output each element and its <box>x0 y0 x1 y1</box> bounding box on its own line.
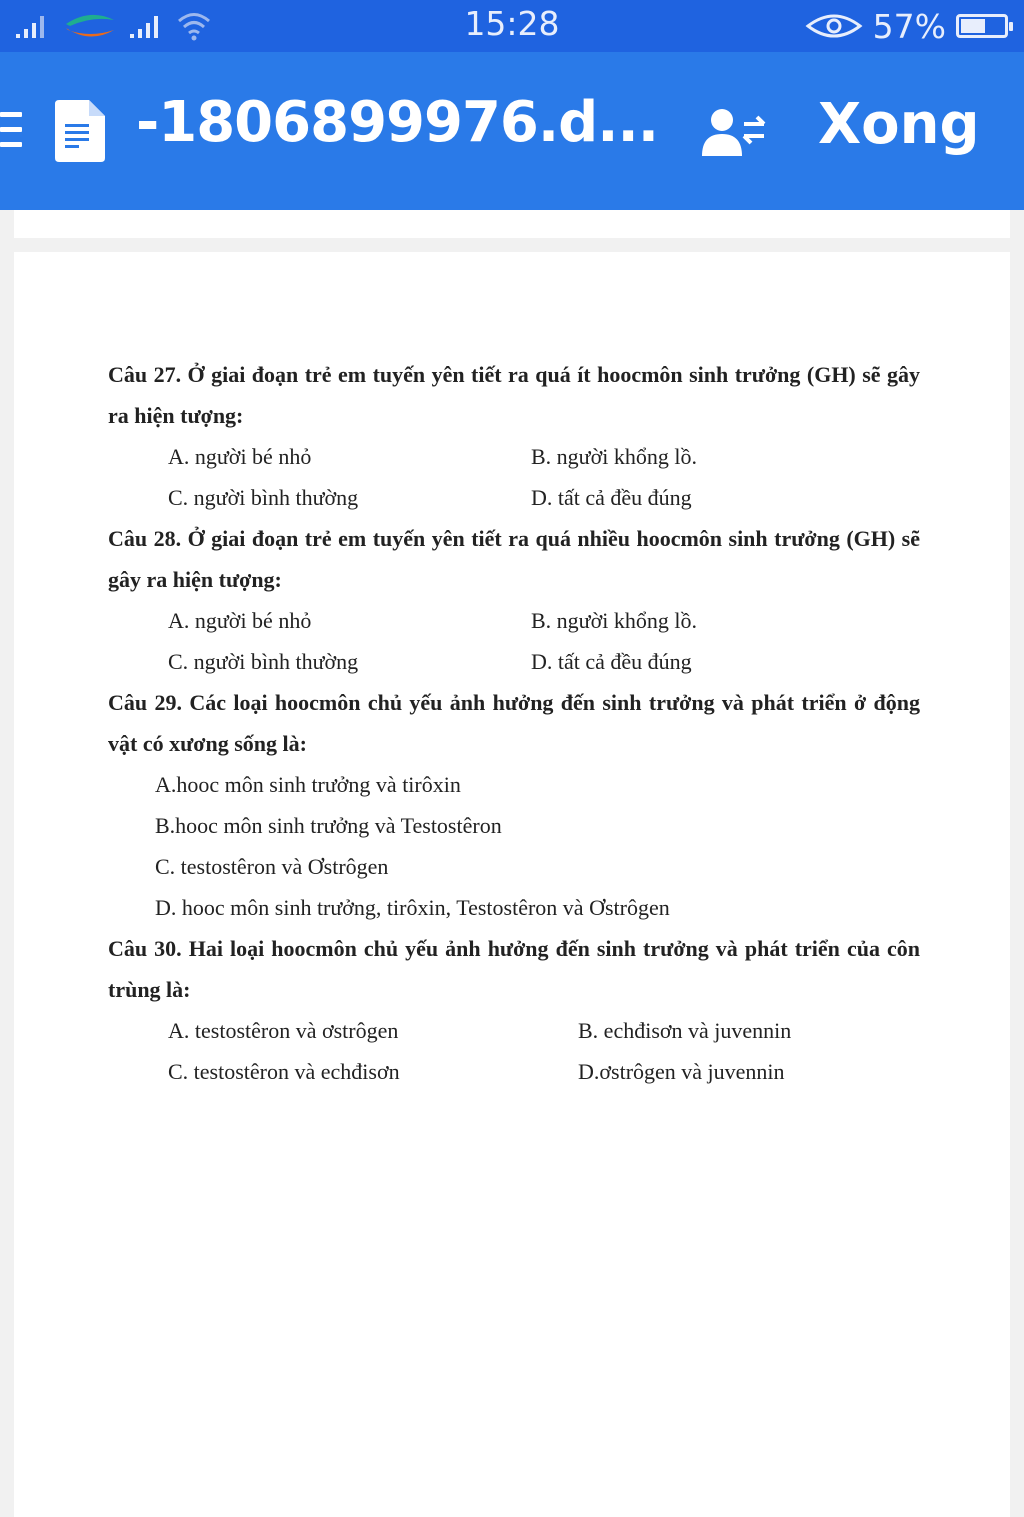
q29-option-b: B.hooc môn sinh trưởng và Testostêron <box>155 813 502 838</box>
q27-option-a: A. người bé nhỏ <box>168 444 312 469</box>
question-30-options-row-2 <box>108 1051 920 1092</box>
q28-option-d: D. tất cả đều đúng <box>531 649 692 674</box>
question-30-options-row-1 <box>108 1010 920 1051</box>
q27-option-d: D. tất cả đều đúng <box>531 485 692 510</box>
share-user-icon[interactable] <box>702 106 766 158</box>
document-icon <box>55 100 105 162</box>
app-bar <box>0 52 1024 210</box>
q28-option-c: C. người bình thường <box>168 649 359 674</box>
question-27-options-row-1 <box>108 436 920 477</box>
status-time: 15:28 <box>464 4 560 43</box>
q29-option-d: D. hooc môn sinh trưởng, tirôxin, Testostêron và Ơstrôgen <box>155 895 670 920</box>
q30-option-c: C. testostêron và echđisơn <box>168 1059 400 1084</box>
question-28-options-row-2 <box>108 641 920 682</box>
eye-icon <box>805 11 863 41</box>
q27-option-c: C. người bình thường <box>168 485 359 510</box>
battery-level <box>961 19 985 33</box>
question-27-options-row-2 <box>108 477 920 518</box>
battery-icon <box>956 14 1008 38</box>
question-28: Câu 28. Ở giai đoạn trẻ em tuyến yên tiết ra quá nhiều hoocmôn sinh trưởng (GH) sẽ gây ra hiện tượng: <box>108 526 920 592</box>
q29-option-a: A.hooc môn sinh trưởng và tirôxin <box>155 772 461 797</box>
question-28-options-row-1 <box>108 600 920 641</box>
battery-percent: 57% <box>872 6 946 46</box>
question-29: Câu 29. Các loại hoocmôn chủ yếu ảnh hưởng đến sinh trưởng và phát triển ở động vật có xương sống là: <box>108 690 920 756</box>
status-bar <box>0 0 1024 52</box>
done-button[interactable]: Xong <box>818 92 980 157</box>
q29-option-c: C. testostêron và Ơstrôgen <box>155 854 389 879</box>
q27-option-b: B. người khổng lồ. <box>531 444 697 469</box>
q30-option-d: D.ơstrôgen và juvennin <box>578 1059 785 1084</box>
question-27: Câu 27. Ở giai đoạn trẻ em tuyến yên tiết ra quá ít hoocmôn sinh trưởng (GH) sẽ gây ra hiện tượng: <box>108 362 920 428</box>
menu-icon[interactable] <box>0 112 22 148</box>
document-page[interactable] <box>14 252 1010 1517</box>
document-title: -1806899976.d... <box>136 90 659 155</box>
previous-page-edge <box>14 210 1010 238</box>
document-content <box>108 354 920 1092</box>
question-30: Câu 30. Hai loại hoocmôn chủ yếu ảnh hưởng đến sinh trưởng và phát triển của côn trùng là: <box>108 936 920 1002</box>
q28-option-b: B. người khổng lồ. <box>531 608 697 633</box>
status-right-icons <box>805 6 1008 46</box>
q28-option-a: A. người bé nhỏ <box>168 608 312 633</box>
q30-option-b: B. echđisơn và juvennin <box>578 1018 792 1043</box>
q30-option-a: A. testostêron và ơstrôgen <box>168 1018 399 1043</box>
